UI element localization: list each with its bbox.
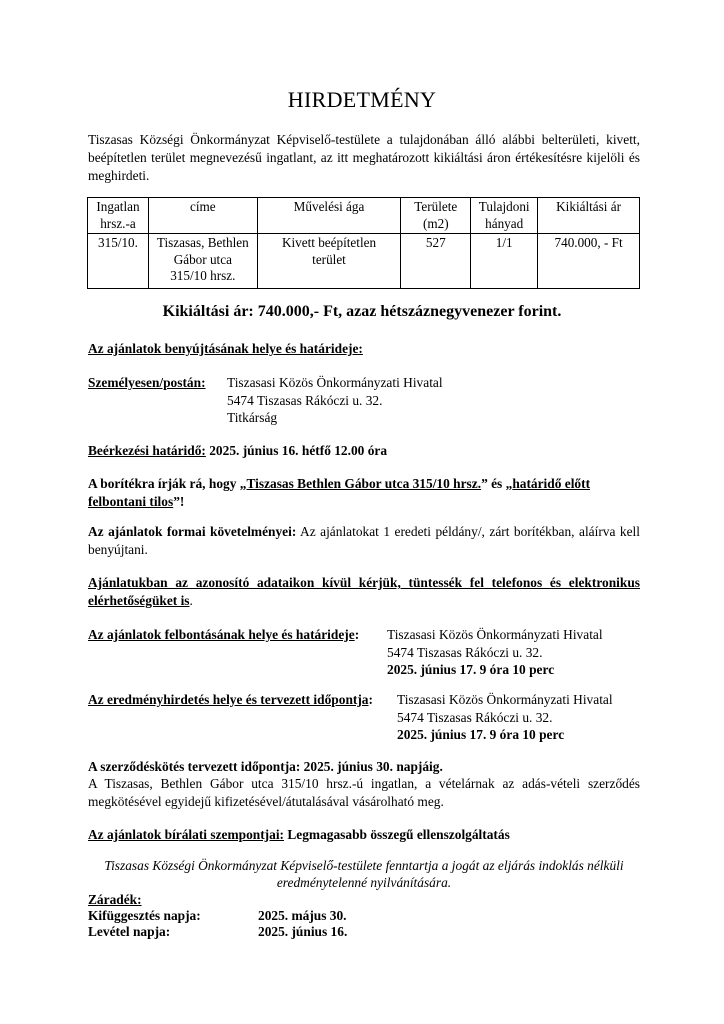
formai-kovetelmenyek: Az ajánlatok formai követelményei: Az ajánlatokat 1 eredeti példány/, zárt borítékban, aláírva kell benyújtani. [88,524,640,557]
zaradek-row-levetel: Levétel napja: 2025. június 16. [88,924,348,939]
zaradek-row-kifuggesztes: Kifüggesztés napja: 2025. május 30. [88,908,347,923]
table-row [88,234,640,289]
cell-tulajdoni-hanyad: 1/1 [471,234,538,289]
szemelyesen-address: Tiszasasi Közös Önkormányzati Hivatal 5474 Tiszasas Rákóczi u. 32. Titkárság [227,375,443,425]
kikialtasi-ar-heading: Kikiáltási ár: 740.000,- Ft, azaz hétszáznegyvenezer forint. [162,303,562,320]
szerzodeskotes-text: A Tiszasas, Bethlen Gábor utca 315/10 hrsz.-ú ingatlan, a vételárnak az adás-vételi szerződés megkötésével egyidejű kifizetésével/átutalásával vásárolható meg. [88,776,640,809]
boritek-instruction: A borítékra írják rá, hogy „Tiszasas Bethlen Gábor utca 315/10 hrsz.” és „határidő előtt felbontani tilos”! [88,476,591,509]
cell-kikialtasi-ar: 740.000, - Ft [538,234,640,289]
document-title: HIRDETMÉNY [287,87,437,112]
cell-muvelesi-aga: Kivett beépítetlen terület [257,234,401,289]
header-muvelesi-aga: Művelési ága [257,198,401,234]
benyujtas-heading: Az ajánlatok benyújtásának helye és határideje: [88,341,363,356]
cell-hrsz: 315/10. [88,234,149,289]
biralati-szempontok: Az ajánlatok bírálati szempontjai: Legmagasabb összegű ellenszolgáltatás [88,827,510,842]
header-hrsz: Ingatlan hrsz.-a [88,198,149,234]
table-header-row [88,198,640,234]
header-cime: címe [148,198,257,234]
header-kikialtasi-ar: Kikiáltási ár [538,198,640,234]
szemelyesen-label: Személyesen/postán: [88,375,206,390]
cell-cime: Tiszasas, Bethlen Gábor utca 315/10 hrsz. [148,234,257,289]
intro-paragraph: Tiszasas Községi Önkormányzat Képviselő-testülete a tulajdonában álló alábbi belterületi, kivett, beépítetlen terület megnevezésű ingatlant, az itt meghatározott kikiáltási áron értékesítésre kijelöli és meghirdeti. [88,132,640,183]
eredmenyhirdetes-label: Az eredményhirdetés helye és tervezett időpontja: [88,692,373,707]
felbontas-details: Tiszasasi Közös Önkormányzati Hivatal 5474 Tiszasas Rákóczi u. 32. 2025. június 17. 9 óra 10 perc [387,627,603,677]
fenntartja-notice: Tiszasas Községi Önkormányzat Képviselő-testülete fenntartja a jogát az eljárás indoklás nélküli eredménytelenné nyilvánítására. [104,858,624,890]
header-terulet: Területe (m2) [401,198,471,234]
eredmenyhirdetes-details: Tiszasasi Közös Önkormányzati Hivatal 5474 Tiszasas Rákóczi u. 32. 2025. június 17. 9 óra 10 perc [397,692,613,742]
felbontas-label: Az ajánlatok felbontásának helye és határideje: [88,627,360,642]
header-tulajdoni-hanyad: Tulajdoni hányad [471,198,538,234]
szerzodeskotes-heading: A szerződéskötés tervezett időpontja: 2025. június 30. napjáig. [88,759,443,774]
property-table [87,197,640,289]
beerkezesi-hatarido: Beérkezési határidő: 2025. június 16. hétfő 12.00 óra [88,443,388,458]
zaradek-heading: Záradék: [88,892,142,907]
cell-terulet: 527 [401,234,471,289]
elerhetoseg-request: Ajánlatukban az azonosító adataikon kívül kérjük, tüntessék fel telefonos és elektronikus elérhetőségüket is. [88,575,640,608]
